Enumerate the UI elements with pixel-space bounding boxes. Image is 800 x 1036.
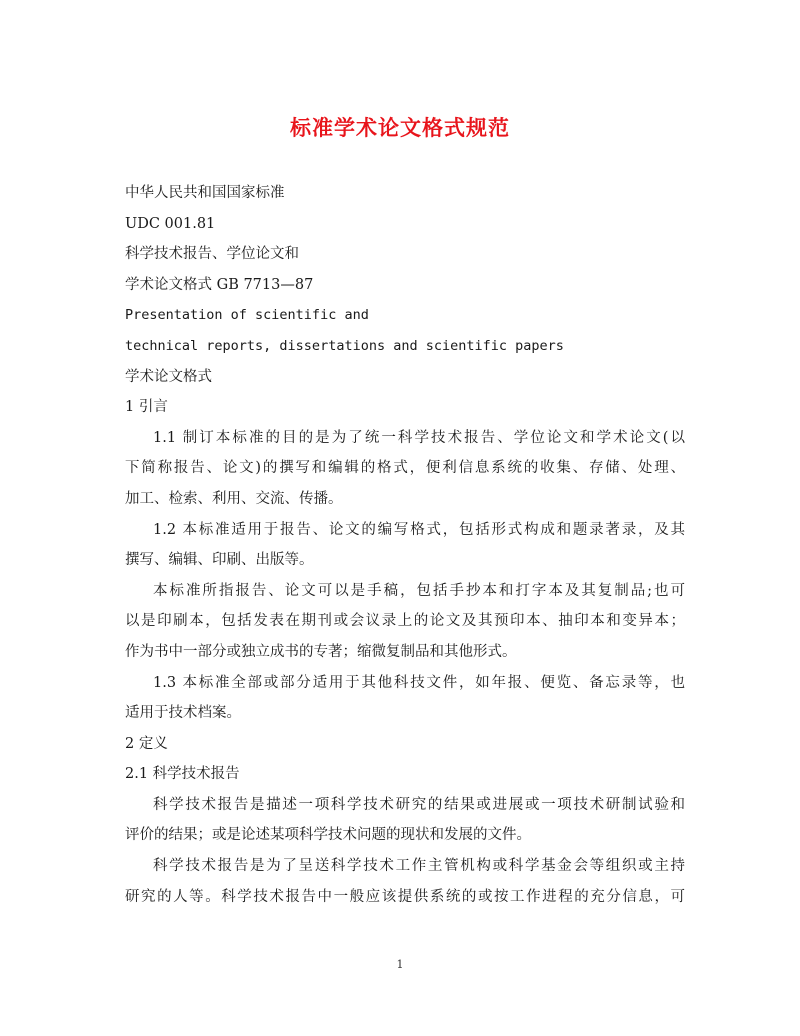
paragraph-2-1-line-1: 科学技术报告是描述一项科学技术研究的结果或进展或一项技术研制试验和	[153, 796, 685, 813]
paragraph-1-3-line-2: 适用于技术档案。	[125, 705, 241, 722]
text-line-standard-name: 中华人民共和国国家标准	[125, 185, 285, 201]
section-heading-introduction: 1 引言	[125, 399, 168, 416]
paragraph-1-1-line-3: 加工、检索、利用、交流、传播。	[125, 490, 343, 507]
paragraph-1-2-line-1: 1.2 本标准适用于报告、论文的编写格式，包括形式构成和题录著录，及其	[153, 521, 685, 538]
section-heading-definitions: 2 定义	[125, 735, 168, 752]
text-line-subtitle-1: 科学技术报告、学位论文和	[125, 246, 299, 263]
text-line-format-heading: 学术论文格式	[125, 368, 212, 385]
text-line-english-2: technical reports, dissertations and scientific papers	[125, 337, 564, 354]
document-body	[125, 178, 685, 912]
paragraph-2-1-line-2: 评价的结果；或是论述某项科学技术问题的现状和发展的文件。	[125, 827, 531, 844]
paragraph-1-2-line-2: 撰写、编辑、印刷、出版等。	[125, 552, 314, 569]
paragraph-2-1b-line-1: 科学技术报告是为了呈送科学技术工作主管机构或科学基金会等组织或主持	[153, 858, 685, 875]
paragraph-scope-line-1: 本标准所指报告、论文可以是手稿，包括手抄本和打字本及其复制品;也可	[153, 582, 685, 599]
text-line-udc: UDC 001.81	[125, 215, 216, 232]
paragraph-1-1-line-2: 下简称报告、论文)的撰写和编辑的格式，便利信息系统的收集、存储、处理、	[125, 460, 685, 477]
paragraph-scope-line-2: 以是印刷本，包括发表在期刊或会议录上的论文及其预印本、抽印本和变异本；	[125, 613, 685, 630]
text-line-subtitle-2: 学术论文格式 GB 7713—87	[125, 276, 314, 293]
page-number: 1	[396, 958, 404, 971]
paragraph-1-3-line-1: 1.3 本标准全部或部分适用于其他科技文件，如年报、便览、备忘录等，也	[153, 674, 685, 691]
paragraph-scope-line-3: 作为书中一部分或独立成书的专著；缩微复制品和其他形式。	[125, 643, 517, 660]
paragraph-1-1-line-1: 1.1 制订本标准的目的是为了统一科学技术报告、学位论文和学术论文(以	[153, 429, 685, 446]
document-title: 标准学术论文格式规范	[290, 115, 510, 140]
subsection-heading-2-1: 2.1 科学技术报告	[125, 766, 240, 783]
paragraph-2-1b-line-2: 研究的人等。科学技术报告中一般应该提供系统的或按工作进程的充分信息，可	[125, 888, 685, 905]
text-line-english-1: Presentation of scientific and	[125, 307, 369, 324]
